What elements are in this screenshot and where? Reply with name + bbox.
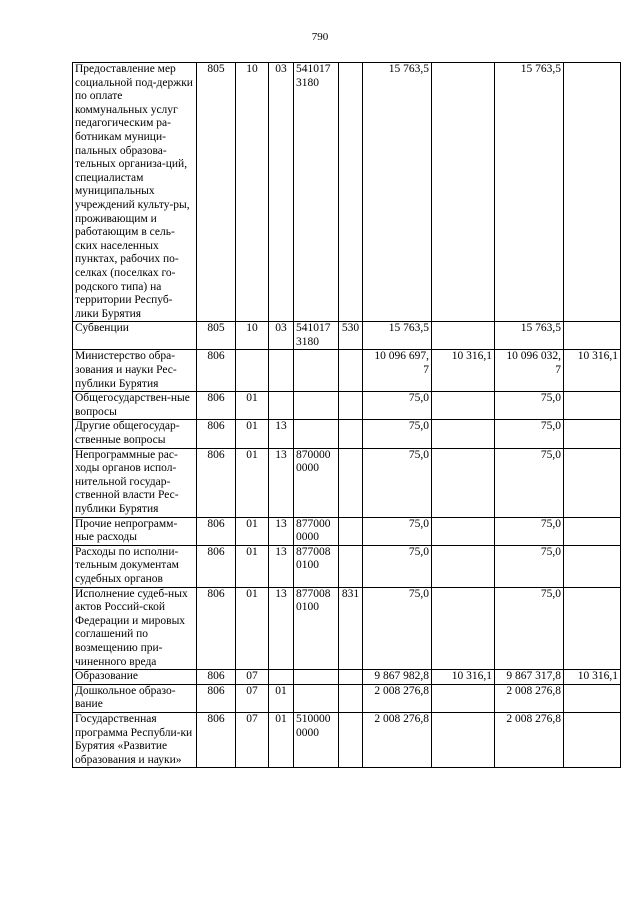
row-name-cell: Субвенции — [73, 322, 197, 350]
expense-type-code-cell — [339, 684, 363, 712]
section-code-cell: 07 — [236, 670, 269, 685]
row-name-cell: Образование — [73, 670, 197, 685]
amount-federal-cell — [432, 63, 495, 322]
amount-total-next-cell: 75,0 — [495, 517, 564, 545]
amount-federal-next-cell — [564, 448, 621, 517]
table-row — [73, 392, 621, 420]
page-number: 790 — [311, 31, 329, 43]
amount-total-cell: 15 763,5 — [363, 322, 432, 350]
amount-federal-next-cell — [564, 587, 621, 670]
row-name-cell: Государственная программа Республи-ки Бурятия «Развитие образования и науки» — [73, 712, 197, 767]
amount-federal-cell — [432, 322, 495, 350]
row-name-cell: Дошкольное образо-вание — [73, 684, 197, 712]
amount-federal-next-cell — [564, 712, 621, 767]
amount-federal-cell — [432, 392, 495, 420]
subsection-code-cell — [269, 350, 294, 392]
expense-type-code-cell — [339, 448, 363, 517]
expense-type-code-cell — [339, 350, 363, 392]
expense-type-code-cell: 530 — [339, 322, 363, 350]
subsection-code-cell: 13 — [269, 420, 294, 448]
amount-federal-next-cell — [564, 684, 621, 712]
amount-federal-cell — [432, 587, 495, 670]
amount-federal-cell: 10 316,1 — [432, 670, 495, 685]
amount-total-cell: 75,0 — [363, 420, 432, 448]
table-row — [73, 545, 621, 587]
amount-federal-next-cell — [564, 63, 621, 322]
table-row — [73, 712, 621, 767]
ministry-code-cell: 806 — [197, 587, 236, 670]
section-code-cell: 01 — [236, 587, 269, 670]
ministry-code-cell: 806 — [197, 392, 236, 420]
budget-table — [72, 62, 621, 768]
ministry-code-cell: 806 — [197, 670, 236, 685]
amount-total-next-cell: 9 867 317,8 — [495, 670, 564, 685]
target-item-code-cell — [294, 420, 339, 448]
table-row — [73, 587, 621, 670]
row-name-cell: Непрограммные рас-ходы органов испол-нительной государ-ственной власти Рес-публики Бурятия — [73, 448, 197, 517]
amount-total-cell: 75,0 — [363, 545, 432, 587]
amount-total-next-cell: 2 008 276,8 — [495, 712, 564, 767]
ministry-code-cell: 806 — [197, 420, 236, 448]
amount-federal-cell — [432, 545, 495, 587]
amount-federal-next-cell: 10 316,1 — [564, 350, 621, 392]
target-item-code-cell: 877008 0100 — [294, 587, 339, 670]
table-row — [73, 63, 621, 322]
amount-federal-cell — [432, 517, 495, 545]
target-item-code-cell: 877008 0100 — [294, 545, 339, 587]
row-name-cell: Общегосударствен-ные вопросы — [73, 392, 197, 420]
section-code-cell: 07 — [236, 684, 269, 712]
section-code-cell: 01 — [236, 545, 269, 587]
amount-federal-cell — [432, 712, 495, 767]
target-item-code-cell: 510000 0000 — [294, 712, 339, 767]
expense-type-code-cell — [339, 712, 363, 767]
amount-total-next-cell: 75,0 — [495, 587, 564, 670]
amount-total-cell: 75,0 — [363, 392, 432, 420]
subsection-code-cell: 13 — [269, 517, 294, 545]
table-row — [73, 350, 621, 392]
amount-federal-cell — [432, 448, 495, 517]
target-item-code-cell: 870000 0000 — [294, 448, 339, 517]
ministry-code-cell: 805 — [197, 322, 236, 350]
ministry-code-cell: 806 — [197, 545, 236, 587]
amount-total-next-cell: 75,0 — [495, 420, 564, 448]
table-row — [73, 684, 621, 712]
expense-type-code-cell — [339, 517, 363, 545]
amount-total-next-cell: 2 008 276,8 — [495, 684, 564, 712]
table-row — [73, 322, 621, 350]
target-item-code-cell: 541017 3180 — [294, 322, 339, 350]
target-item-code-cell — [294, 670, 339, 685]
amount-total-cell: 10 096 697, 7 — [363, 350, 432, 392]
ministry-code-cell: 805 — [197, 63, 236, 322]
table-row — [73, 517, 621, 545]
row-name-cell: Другие общегосудар-ственные вопросы — [73, 420, 197, 448]
amount-federal-cell — [432, 420, 495, 448]
ministry-code-cell: 806 — [197, 350, 236, 392]
amount-total-cell: 2 008 276,8 — [363, 712, 432, 767]
target-item-code-cell: 541017 3180 — [294, 63, 339, 322]
amount-federal-next-cell — [564, 545, 621, 587]
amount-total-next-cell: 15 763,5 — [495, 63, 564, 322]
target-item-code-cell — [294, 684, 339, 712]
subsection-code-cell: 01 — [269, 684, 294, 712]
amount-total-cell: 2 008 276,8 — [363, 684, 432, 712]
section-code-cell: 10 — [236, 322, 269, 350]
table-row — [73, 670, 621, 685]
table-row — [73, 420, 621, 448]
table-row — [73, 448, 621, 517]
subsection-code-cell — [269, 670, 294, 685]
amount-total-next-cell: 75,0 — [495, 545, 564, 587]
target-item-code-cell — [294, 392, 339, 420]
row-name-cell: Министерство обра-зования и науки Рес-публики Бурятия — [73, 350, 197, 392]
row-name-cell: Исполнение судеб-ных актов Россий-ской Федерации и мировых соглашений по возмещению при-чиненного вреда — [73, 587, 197, 670]
amount-federal-next-cell — [564, 392, 621, 420]
amount-total-cell: 15 763,5 — [363, 63, 432, 322]
section-code-cell: 01 — [236, 448, 269, 517]
section-code-cell: 01 — [236, 420, 269, 448]
row-name-cell: Расходы по исполни-тельным документам судебных органов — [73, 545, 197, 587]
subsection-code-cell: 13 — [269, 545, 294, 587]
amount-federal-cell — [432, 684, 495, 712]
section-code-cell: 07 — [236, 712, 269, 767]
amount-total-next-cell: 10 096 032, 7 — [495, 350, 564, 392]
expense-type-code-cell — [339, 420, 363, 448]
subsection-code-cell — [269, 392, 294, 420]
amount-federal-next-cell — [564, 322, 621, 350]
expense-type-code-cell — [339, 545, 363, 587]
subsection-code-cell: 03 — [269, 63, 294, 322]
expense-type-code-cell: 831 — [339, 587, 363, 670]
amount-federal-next-cell — [564, 420, 621, 448]
amount-total-cell: 75,0 — [363, 587, 432, 670]
ministry-code-cell: 806 — [197, 684, 236, 712]
amount-total-cell: 9 867 982,8 — [363, 670, 432, 685]
section-code-cell: 10 — [236, 63, 269, 322]
row-name-cell: Предоставление мер социальной под-держки по оплате коммунальных услуг педагогическим ра-ботникам муници-пальных образова-тельных организа-ций, специалистам муниципальных учреждений культу-ры, проживающим и работающим в сель-ских населенных пунктах, рабочих по-селках (поселках го-родского типа) на территории Респуб-лики Бурятия — [73, 63, 197, 322]
amount-total-next-cell: 75,0 — [495, 392, 564, 420]
section-code-cell: 01 — [236, 392, 269, 420]
amount-total-next-cell: 75,0 — [495, 448, 564, 517]
target-item-code-cell: 877000 0000 — [294, 517, 339, 545]
ministry-code-cell: 806 — [197, 517, 236, 545]
amount-federal-next-cell: 10 316,1 — [564, 670, 621, 685]
amount-federal-next-cell — [564, 517, 621, 545]
subsection-code-cell: 13 — [269, 587, 294, 670]
amount-total-next-cell: 15 763,5 — [495, 322, 564, 350]
subsection-code-cell: 03 — [269, 322, 294, 350]
amount-total-cell: 75,0 — [363, 517, 432, 545]
subsection-code-cell: 01 — [269, 712, 294, 767]
target-item-code-cell — [294, 350, 339, 392]
section-code-cell — [236, 350, 269, 392]
section-code-cell: 01 — [236, 517, 269, 545]
amount-total-cell: 75,0 — [363, 448, 432, 517]
row-name-cell: Прочие непрограмм-ные расходы — [73, 517, 197, 545]
expense-type-code-cell — [339, 670, 363, 685]
subsection-code-cell: 13 — [269, 448, 294, 517]
ministry-code-cell: 806 — [197, 448, 236, 517]
amount-federal-cell: 10 316,1 — [432, 350, 495, 392]
expense-type-code-cell — [339, 392, 363, 420]
expense-type-code-cell — [339, 63, 363, 322]
ministry-code-cell: 806 — [197, 712, 236, 767]
